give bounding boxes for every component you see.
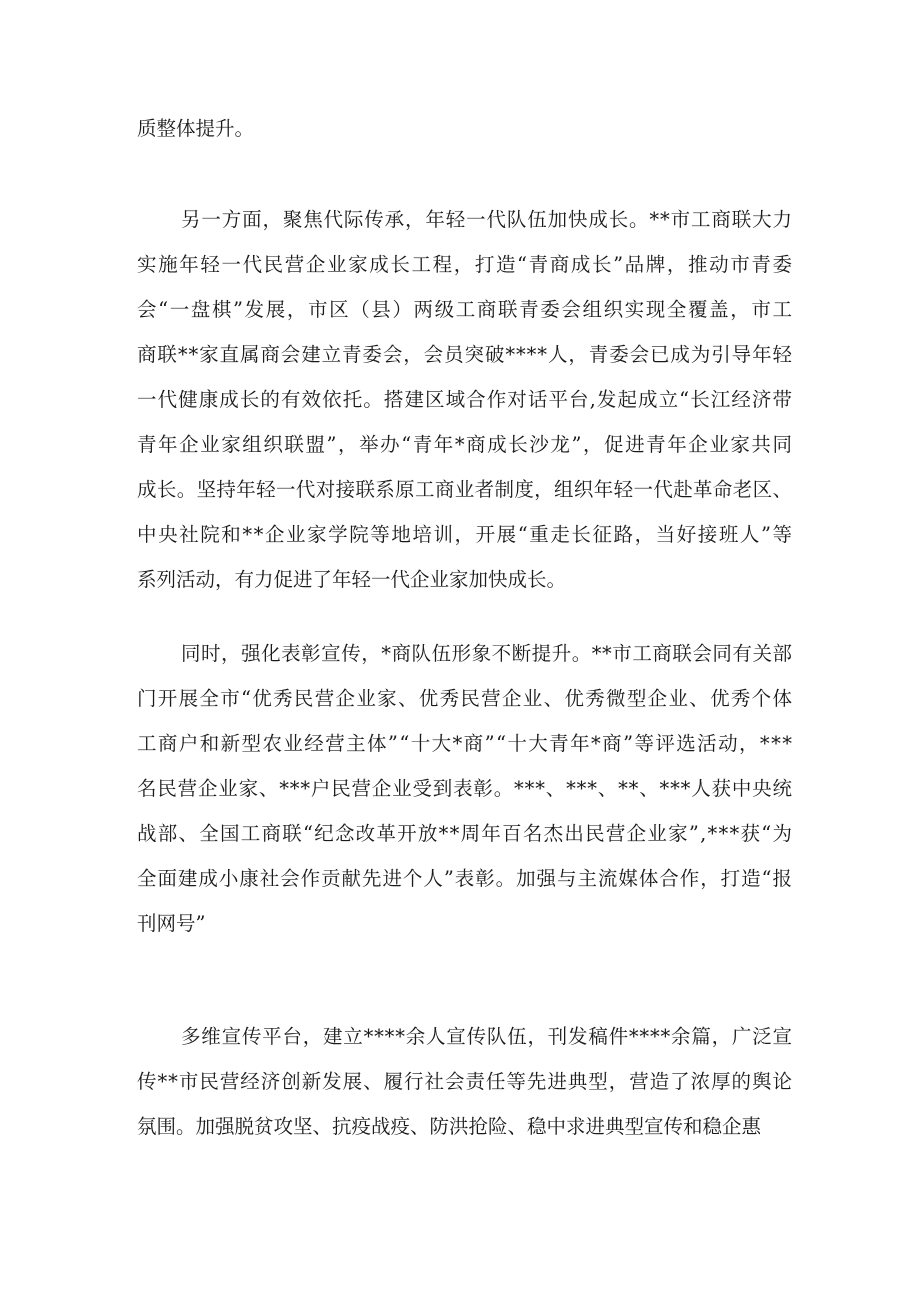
paragraph-line: 商联**家直属商会建立青委会，会员突破****人，青委会已成为引导年轻 — [137, 343, 793, 366]
paragraph-line: 系列活动，有力促进了年轻一代企业家加快成长。 — [137, 568, 567, 591]
paragraph-line: 名民营企业家、***户民营企业受到表彰。***、***、**、***人获中央统 — [137, 777, 793, 800]
paragraph-line: 成长。坚持年轻一代对接联系原工商业者制度，组织年轻一代赴革命老区、 — [137, 478, 793, 501]
paragraph-line: 同时，强化表彰宣传，*商队伍形象不断提升。**市工商联会同有关部 — [181, 642, 793, 665]
paragraph-line: 中央社院和**企业家学院等地培训，开展“重走长征路，当好接班人”等 — [137, 523, 794, 546]
paragraph-line: 青年企业家组织联盟”，举办“青年*商成长沙龙”，促进青年企业家共同 — [137, 433, 794, 456]
paragraph-line: 刊网号” — [137, 912, 206, 935]
paragraph-line: 质整体提升。 — [137, 117, 255, 140]
paragraph-line: 另一方面，聚焦代际传承，年轻一代队伍加快成长。**市工商联大力 — [181, 208, 793, 231]
paragraph-line: 全面建成小康社会作贡献先进个人”表彰。加强与主流媒体合作，打造“报 — [137, 867, 793, 890]
paragraph-line: 一代健康成长的有效依托。搭建区域合作对话平台,发起成立“长江经济带 — [137, 388, 794, 411]
paragraph-line: 实施年轻一代民营企业家成长工程，打造“青商成长”品牌，推动市青委 — [137, 253, 794, 276]
paragraph-line: 门开展全市“优秀民营企业家、优秀民营企业、优秀微型企业、优秀个体 — [137, 687, 794, 710]
paragraph-line: 氛围。加强脱贫攻坚、抗疫战疫、防洪抢险、稳中求进典型宣传和稳企惠 — [137, 1115, 762, 1138]
paragraph-line: 战部、全国工商联“纪念改革开放**周年百名杰出民营企业家”,***获“为 — [137, 822, 794, 845]
paragraph-line: 工商户和新型农业经营主体”“十大*商”“十大青年*商”等评选活动，*** — [137, 732, 794, 755]
paragraph-line: 多维宣传平台，建立****余人宣传队伍，刊发稿件****余篇，广泛宣 — [181, 1025, 793, 1048]
paragraph-line: 会“一盘棋”发展，市区（县）两级工商联青委会组织实现全覆盖，市工 — [137, 298, 794, 321]
paragraph-line: 传**市民营经济创新发展、履行社会责任等先进典型，营造了浓厚的舆论 — [137, 1070, 793, 1093]
